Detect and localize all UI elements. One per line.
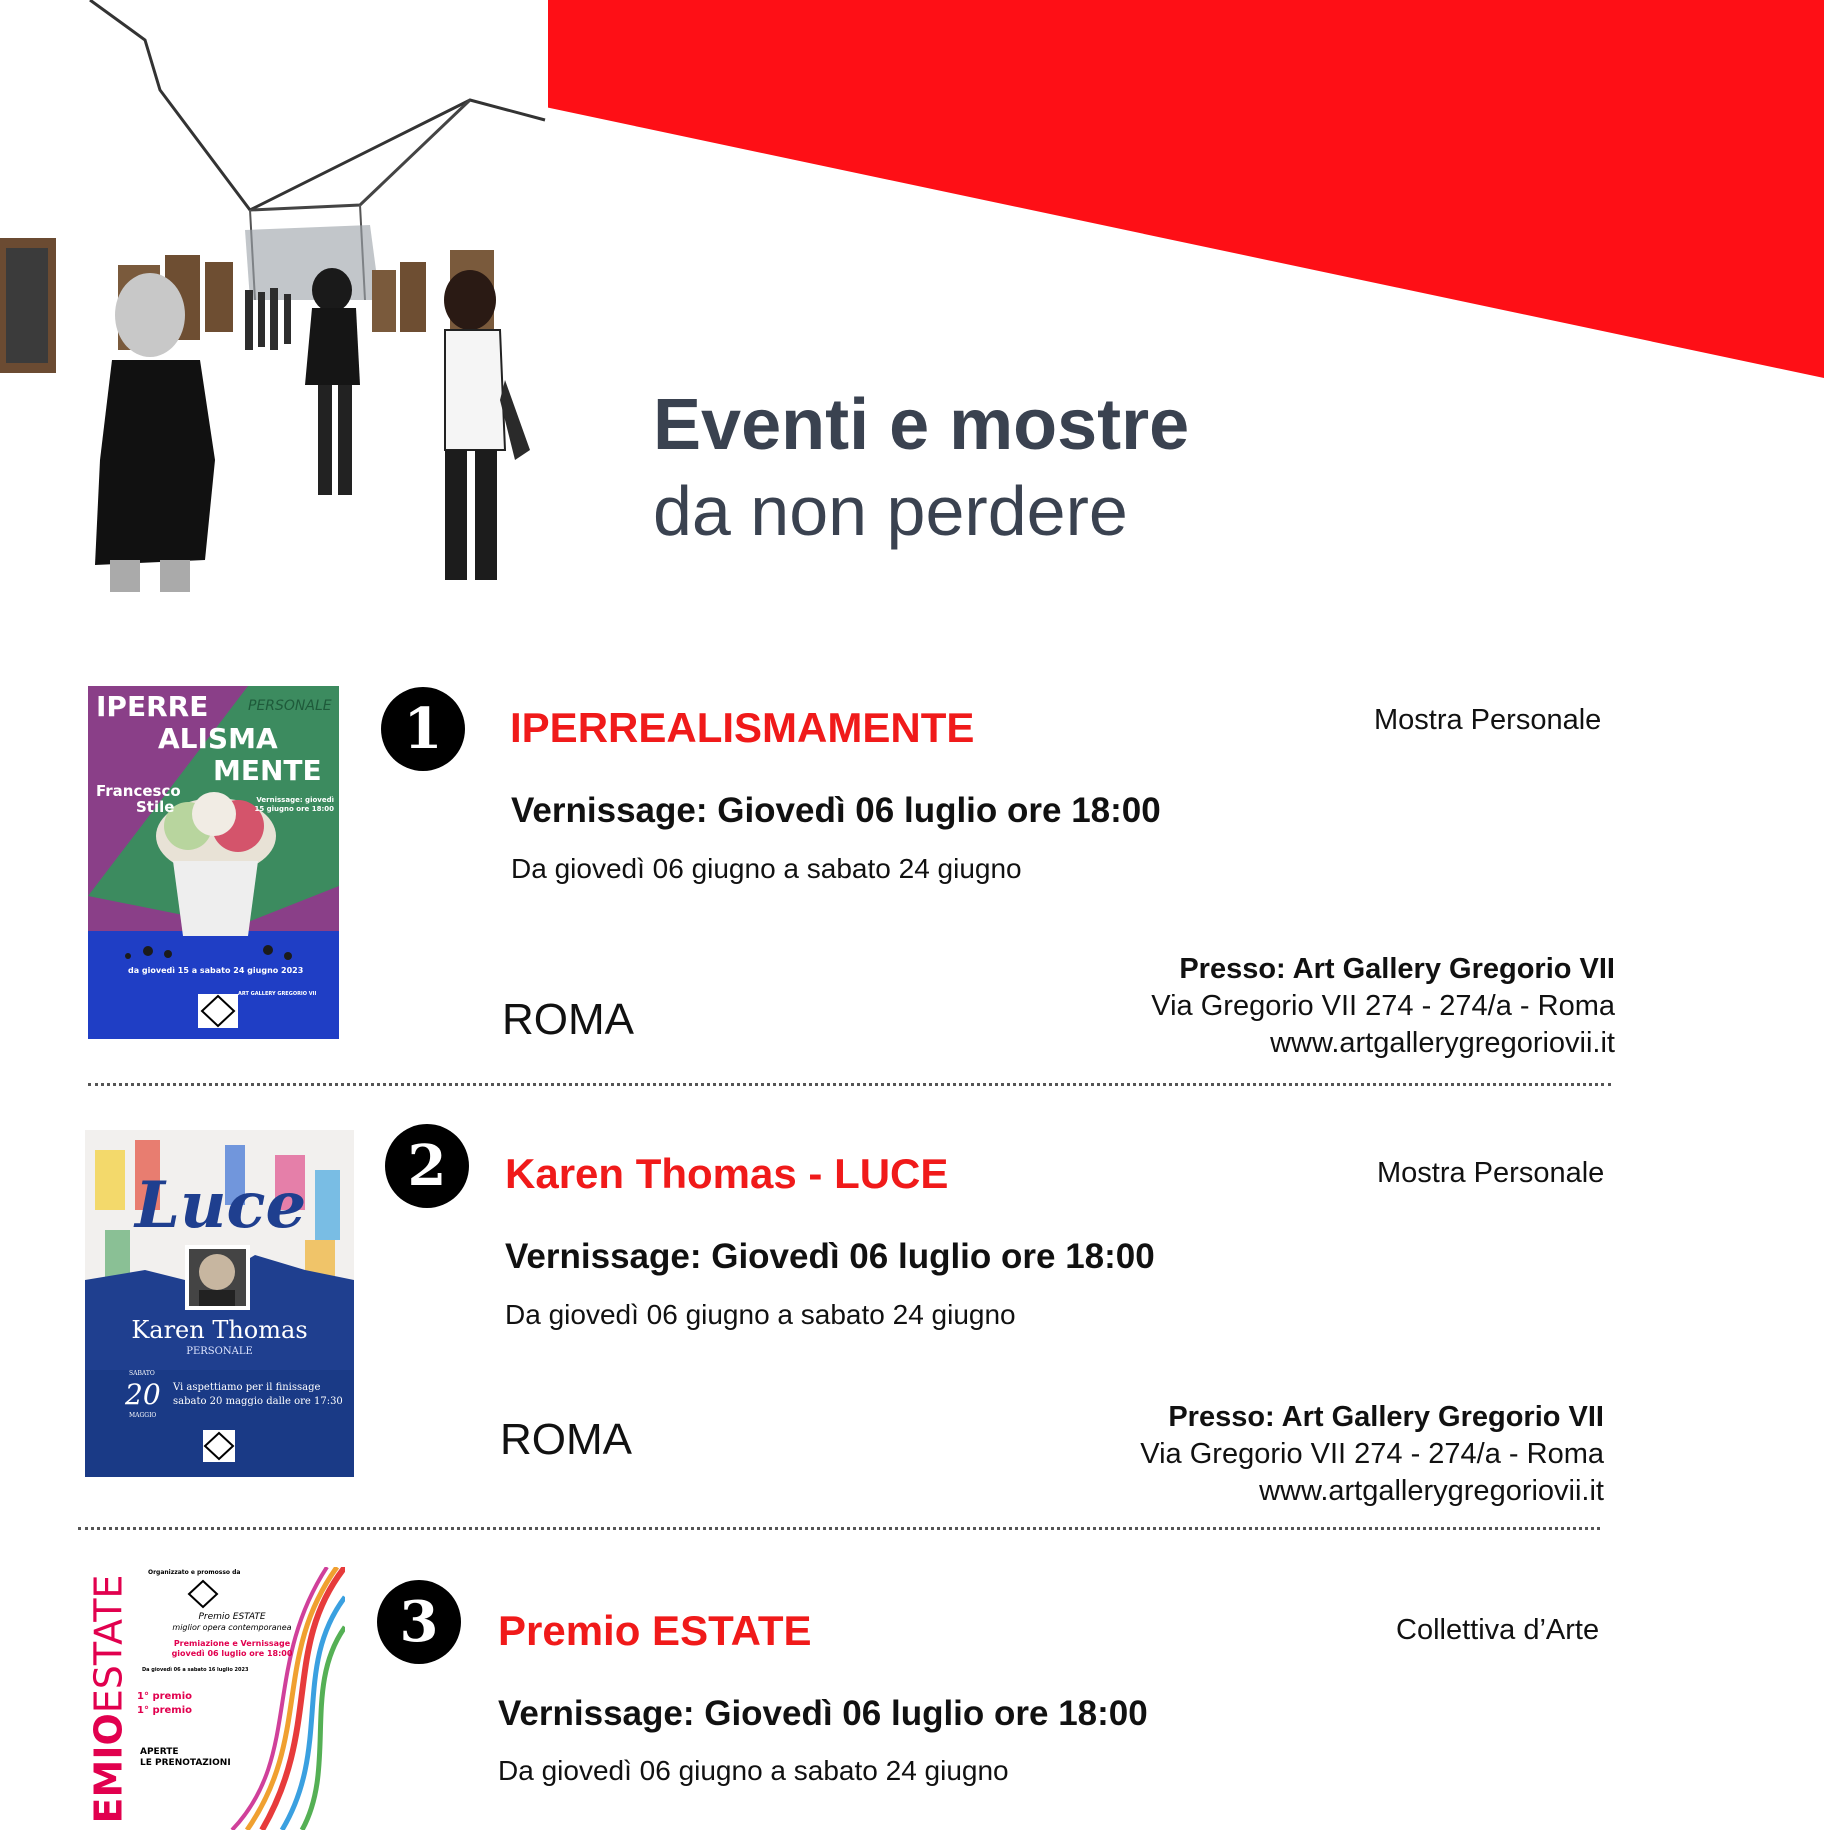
hero-title bbox=[653, 382, 1189, 554]
event-poster-3[interactable] bbox=[82, 1567, 345, 1830]
poster-3-prize1: 1° premio bbox=[137, 1691, 193, 1702]
hero-title-line1: Eventi e mostre bbox=[653, 385, 1190, 465]
event-title-2[interactable]: Karen Thomas - LUCE bbox=[505, 1150, 949, 1197]
poster-1-dates: da giovedì 15 a sabato 24 giugno 2023 bbox=[128, 966, 304, 975]
event-poster-1[interactable] bbox=[88, 686, 339, 1039]
poster-2-word: Luce bbox=[135, 1168, 307, 1243]
event-type-3: Collettiva d’Arte bbox=[1396, 1614, 1600, 1646]
poster-3-premiazione-date: giovedì 06 luglio ore 18:00 bbox=[171, 1649, 293, 1658]
poster-3-premiazione: Premiazione e Vernissage bbox=[173, 1639, 291, 1648]
event-title-1[interactable]: IPERREALISMAMENTE bbox=[510, 704, 975, 751]
poster-3-range: Da giovedì 06 a sabato 16 luglio 2023 bbox=[142, 1667, 249, 1673]
venue-name-2: Presso: Art Gallery Gregorio VII bbox=[1168, 1401, 1604, 1433]
dotted-separator-2 bbox=[78, 1527, 1600, 1530]
event-poster-2[interactable] bbox=[85, 1130, 354, 1477]
poster-1-line3: MENTE bbox=[213, 754, 322, 787]
hero-title-line2: da non perdere bbox=[653, 472, 1128, 550]
poster-2-month: MAGGIO bbox=[129, 1412, 157, 1419]
event-number-badge-3: 3 bbox=[377, 1580, 461, 1664]
poster-1-vern: Vernissage: giovedì 15 giugno ore 18:00 bbox=[254, 796, 334, 813]
event-venue-2 bbox=[1140, 1399, 1604, 1510]
venue-name-1: Presso: Art Gallery Gregorio VII bbox=[1179, 953, 1615, 985]
event-venue-1 bbox=[1151, 951, 1615, 1062]
poster-1-artist2: Stile bbox=[136, 798, 175, 816]
event-city-2: ROMA bbox=[500, 1415, 632, 1464]
poster-2-day-label: SABATO bbox=[129, 1370, 155, 1377]
poster-2-tag: PERSONALE bbox=[186, 1346, 253, 1357]
poster-3-text bbox=[82, 1567, 345, 1830]
poster-1-line2: ALISMA bbox=[158, 722, 278, 755]
poster-2-finissage2: sabato 20 maggio dalle ore 17:30 bbox=[173, 1396, 343, 1407]
venue-website-link-1[interactable]: www.artgallerygregoriovii.it bbox=[1270, 1027, 1615, 1059]
poster-3-side-word bbox=[86, 1575, 130, 1824]
event-vernissage-3: Vernissage: Giovedì 06 luglio ore 18:00 bbox=[498, 1694, 1148, 1733]
event-dates-2: Da giovedì 06 giugno a sabato 24 giugno bbox=[505, 1299, 1016, 1330]
poster-3-prize-title: Premio ESTATE bbox=[198, 1612, 266, 1622]
poster-1-artist1: Francesco bbox=[96, 782, 181, 800]
event-type-2: Mostra Personale bbox=[1377, 1157, 1605, 1189]
venue-address-2: Via Gregorio VII 274 - 274/a - Roma bbox=[1140, 1438, 1604, 1470]
poster-3-prize-sub: miglior opera contemporanea bbox=[172, 1623, 292, 1632]
gallery-illustration bbox=[0, 0, 548, 592]
event-city-1: ROMA bbox=[502, 995, 634, 1044]
poster-1-text bbox=[88, 686, 339, 1039]
poster-1-line1: IPERRE bbox=[96, 690, 209, 723]
poster-3-side-bold: EMIO bbox=[86, 1713, 131, 1824]
event-title-3[interactable]: Premio ESTATE bbox=[498, 1607, 812, 1654]
poster-3-side-thin: ESTATE bbox=[86, 1574, 131, 1714]
event-number-badge-1: 1 bbox=[381, 687, 465, 771]
poster-3-org: Organizzato e promosso da bbox=[148, 1569, 241, 1576]
poster-2-artist: Karen Thomas bbox=[131, 1316, 308, 1344]
poster-3-open2: LE PRENOTAZIONI bbox=[140, 1758, 231, 1768]
venue-website-link-2[interactable]: www.artgallerygregoriovii.it bbox=[1259, 1475, 1604, 1507]
poster-2-finissage1: Vi aspettiamo per il finissage bbox=[173, 1382, 321, 1393]
event-dates-3: Da giovedì 06 giugno a sabato 24 giugno bbox=[498, 1755, 1009, 1786]
event-vernissage-2: Vernissage: Giovedì 06 luglio ore 18:00 bbox=[505, 1237, 1155, 1276]
poster-1-tag: PERSONALE bbox=[248, 698, 332, 714]
poster-3-open1: APERTE bbox=[140, 1747, 179, 1757]
event-number-badge-2: 2 bbox=[385, 1124, 469, 1208]
venue-address-1: Via Gregorio VII 274 - 274/a - Roma bbox=[1151, 990, 1615, 1022]
poster-2-text bbox=[85, 1130, 354, 1477]
event-vernissage-1: Vernissage: Giovedì 06 luglio ore 18:00 bbox=[511, 791, 1161, 830]
event-dates-1: Da giovedì 06 giugno a sabato 24 giugno bbox=[511, 853, 1022, 884]
poster-3-prize2: 1° premio bbox=[137, 1705, 193, 1716]
dotted-separator-1 bbox=[88, 1083, 1611, 1086]
event-type-1: Mostra Personale bbox=[1374, 704, 1602, 736]
poster-1-gallery: ART GALLERY GREGORIO VII bbox=[238, 991, 317, 997]
poster-2-day: 20 bbox=[125, 1378, 161, 1411]
